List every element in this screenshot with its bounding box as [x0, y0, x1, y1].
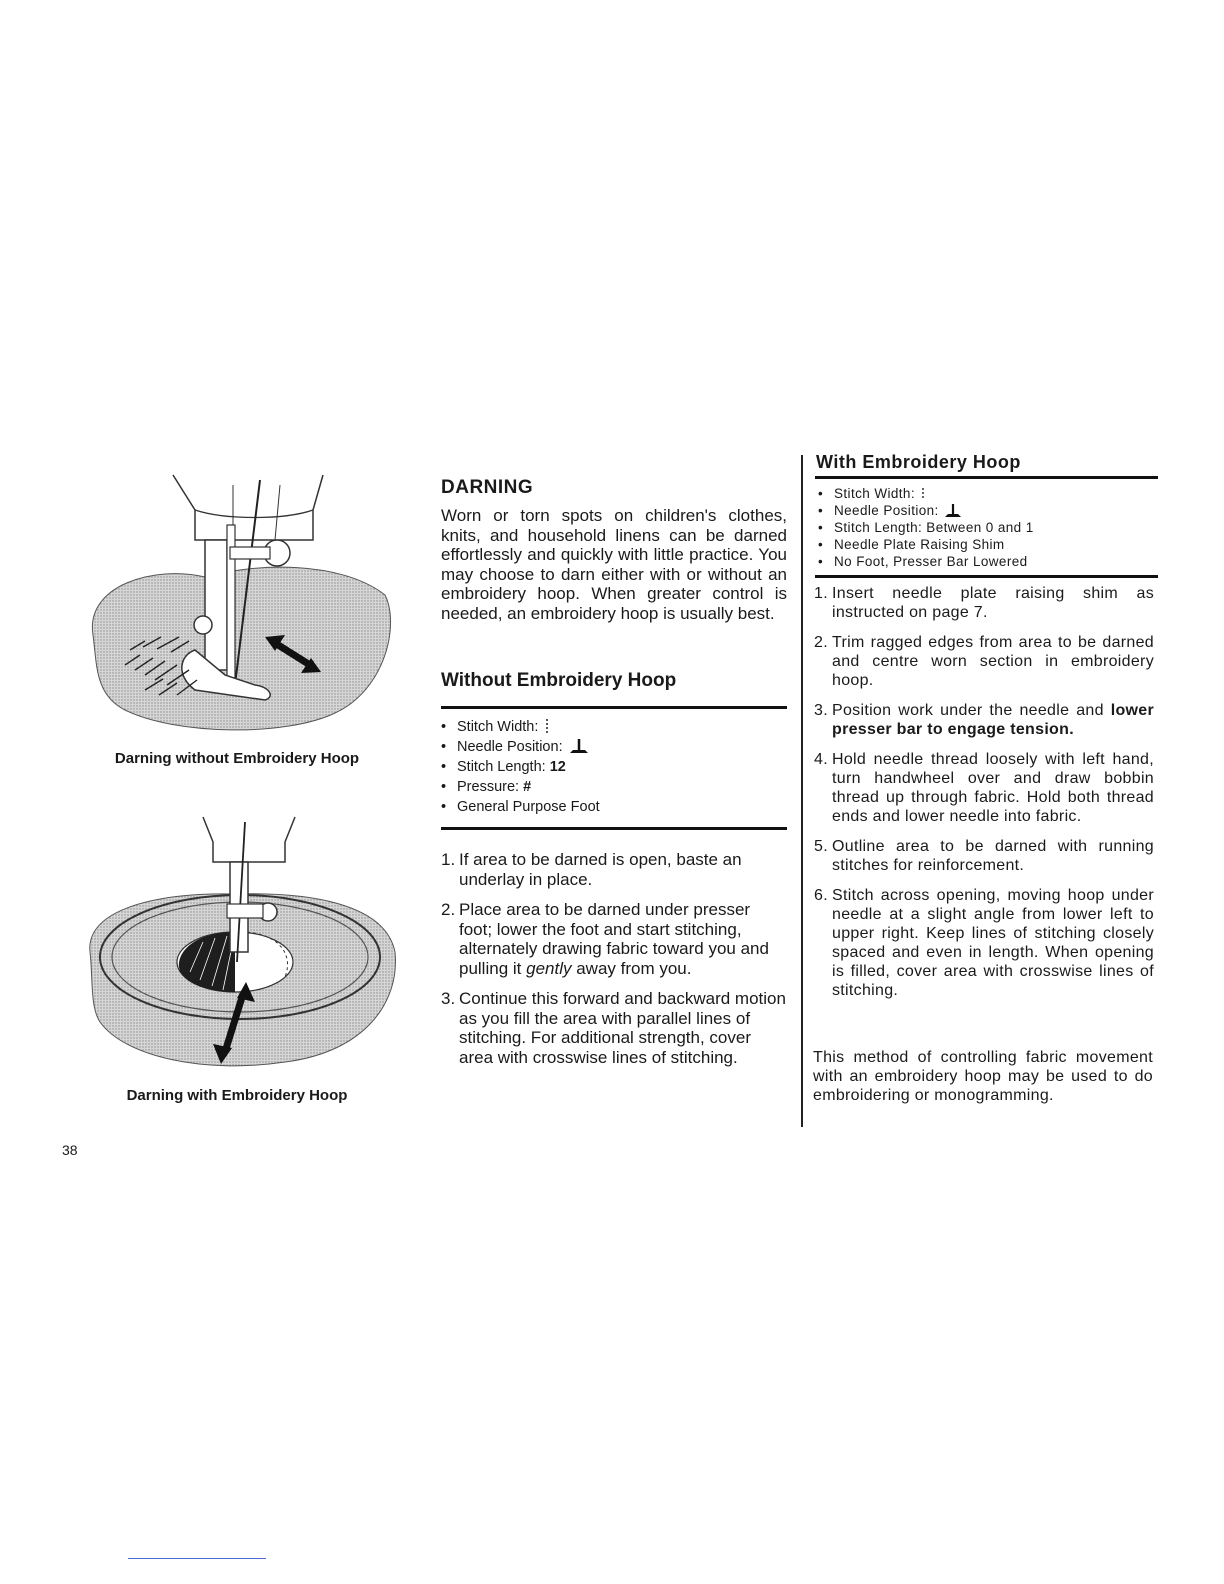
pressure-darn-icon: #	[523, 779, 532, 795]
list-item: 1. Insert needle plate raising shim as instructed on page 7.	[814, 585, 1154, 621]
footer-line	[128, 1558, 266, 1559]
setting-foot: • General Purpose Foot	[441, 797, 787, 817]
needle-center-icon	[943, 503, 963, 519]
list-item: 2. Trim ragged edges from area to be darned and centre worn section in embroidery hoop.	[814, 634, 1154, 689]
divider-top-without-hoop	[441, 706, 787, 709]
caption-with-hoop: Darning with Embroidery Hoop	[126, 1087, 348, 1104]
setting-foot: • No Foot, Presser Bar Lowered	[818, 553, 1158, 570]
page-number: 38	[62, 1142, 78, 1158]
list-item: 1. If area to be darned is open, baste an underlay in place.	[441, 850, 742, 889]
caption-without-hoop: Darning without Embroidery Hoop	[114, 750, 360, 767]
stitch-width-zero-icon	[919, 487, 927, 501]
setting-needle-position: • Needle Position:	[818, 502, 1158, 519]
darning-with-hoop-illustration	[85, 812, 400, 1077]
needle-center-icon	[567, 738, 591, 756]
closing-paragraph: This method of controlling fabric movement with an embroidery hoop may be used to do embroidering or monogramming.	[813, 1049, 1153, 1104]
setting-needle-position: • Needle Position:	[441, 737, 787, 757]
list-item: 2. Place area to be darned under presser foot; lower the foot and start stitching, alternately drawing fabric toward you and pulling it gently away from you.	[441, 900, 769, 978]
setting-stitch-length: • Stitch Length: 12	[441, 757, 787, 777]
darning-intro-paragraph: Worn or torn spots on children's clothes, knits, and household linens can be darned effortlessly and quickly with little practice. You may choose to darn either with or without an embroidery hoop. When greater control is needed, an embroidery hoop is usually best.	[441, 506, 787, 623]
list-item: 3. Position work under the needle and lower presser bar to engage tension.	[814, 702, 1154, 738]
list-item: 6. Stitch across opening, moving hoop under needle at a slight angle from lower left to upper right. Keep lines of stitching closely spaced and even in length. When opening is filled, cover area with crosswise lines of stitching.	[814, 887, 1154, 999]
settings-without-hoop	[441, 717, 787, 817]
heading-without-hoop: Without Embroidery Hoop	[441, 670, 677, 691]
divider-bottom-with-hoop	[815, 575, 1158, 578]
settings-with-hoop	[818, 485, 1158, 570]
setting-pressure: • Pressure: #	[441, 777, 787, 797]
steps-without-hoop	[441, 850, 787, 1078]
divider-bottom-without-hoop	[441, 827, 787, 830]
list-item: 5. Outline area to be darned with running stitches for reinforcement.	[814, 838, 1154, 874]
heading-with-hoop: With Embroidery Hoop	[816, 452, 1021, 472]
setting-stitch-length: • Stitch Length: Between 0 and 1	[818, 519, 1158, 536]
darning-without-hoop-illustration	[85, 465, 400, 745]
setting-stitch-width: • Stitch Width:	[818, 485, 1158, 502]
section-title-darning: DARNING	[441, 477, 534, 498]
steps-with-hoop	[814, 584, 1154, 1004]
setting-stitch-width: • Stitch Width:	[441, 717, 787, 737]
list-item: 4. Hold needle thread loosely with left hand, turn handwheel over and draw bobbin thread up through fabric. Hold both thread ends and lower needle into fabric.	[814, 751, 1154, 825]
list-item: 3. Continue this forward and backward motion as you fill the area with parallel lines of stitching. For additional strength, cover area with crosswise lines of stitching.	[441, 989, 786, 1067]
setting-needle-plate-shim: • Needle Plate Raising Shim	[818, 536, 1158, 553]
divider-top-with-hoop	[815, 476, 1158, 479]
column-divider	[801, 455, 803, 1127]
stitch-width-zero-icon	[542, 718, 552, 736]
